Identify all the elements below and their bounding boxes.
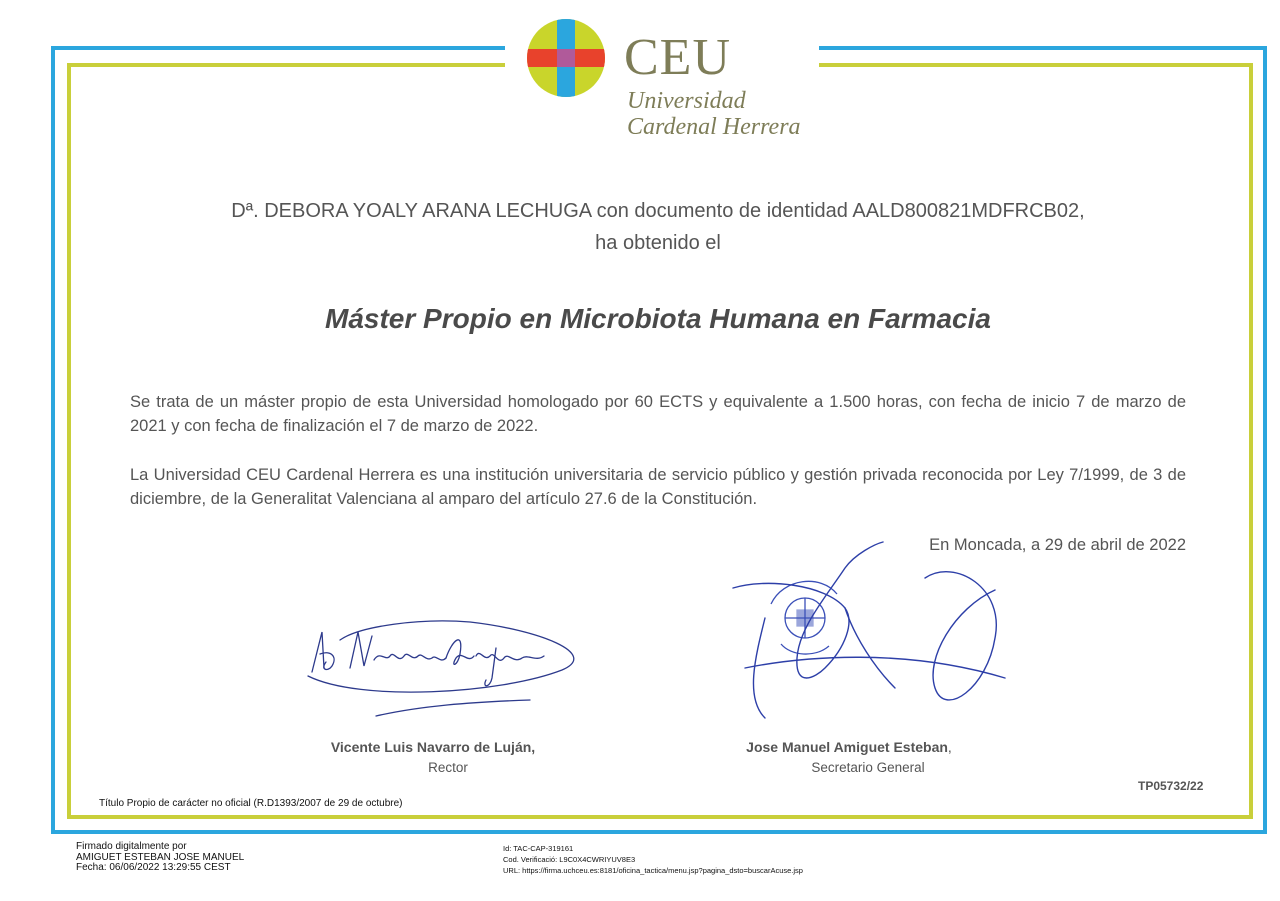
reference-code: TP05732/22 — [1138, 779, 1204, 793]
rector-signature — [300, 610, 590, 730]
digital-signature-info — [76, 842, 244, 874]
verification-info — [503, 843, 803, 876]
recipient-statement — [130, 195, 1186, 259]
logo-line1: Universidad — [627, 88, 746, 114]
document-id: Id: TAC-CAP-319161 — [503, 844, 574, 853]
degree-title: Máster Propio en Microbiota Humana en Farmacia — [325, 303, 991, 334]
degree-description: Se trata de un máster propio de esta Universidad homologado por 60 ECTS y equivalente a 1.500 horas, con fecha de inicio 7 de marzo de 2021 y con fecha de finalización el 7 de marzo de 2022. — [130, 393, 1186, 435]
rector-name: Vicente Luis Navarro de Luján, — [330, 739, 536, 755]
logo-brand: CEU — [624, 29, 731, 86]
signed-line2: AMIGUET ESTEBAN JOSE MANUEL — [76, 851, 245, 863]
obtained-line: ha obtenido el — [595, 232, 721, 254]
rector-role: Rector — [428, 760, 468, 775]
signed-line3: Fecha: 06/06/2022 13:29:55 CEST — [76, 862, 231, 873]
secretary-name — [699, 739, 999, 755]
secretary-signature-and-stamp — [725, 538, 1025, 733]
ceu-cross-emblem-icon — [524, 16, 608, 100]
secretary-role: Secretario General — [811, 760, 925, 775]
university-stamp-icon — [771, 581, 837, 654]
university-recognition: La Universidad CEU Cardenal Herrera es una institución universitaria de servicio público y gestión privada reconocida por Ley 7/1999, de 3 de diciembre, de la Generalitat Valenciana al amparo del artículo 27.6 de la Constitución. — [130, 466, 1186, 508]
logo-line2: Cardenal Herrera — [627, 114, 801, 140]
place-date: En Moncada, a 29 de abril de 2022 — [929, 536, 1186, 554]
recipient-line: Dª. DEBORA YOALY ARANA LECHUGA con documento de identidad AALD800821MDFRCB02, — [231, 200, 1085, 222]
legal-note: Título Propio de carácter no oficial (R.D1393/2007 de 29 de octubre) — [99, 798, 403, 809]
secretary-name-text: Jose Manuel Amiguet Esteban — [746, 739, 948, 755]
certificate-inner-border — [67, 63, 1253, 819]
signed-line1: Firmado digitalmente por — [76, 841, 187, 852]
secretary-name-suffix: , — [947, 739, 952, 755]
university-logo — [524, 16, 824, 146]
verification-code: Cod. Verificació: L9C0X4CWRIYUV8E3 — [503, 855, 636, 864]
verification-url[interactable]: URL: https://firma.uchceu.es:8181/oficina_tactica/menu.jsp?pagina_dsto=buscarAcuse.jsp — [503, 866, 803, 875]
